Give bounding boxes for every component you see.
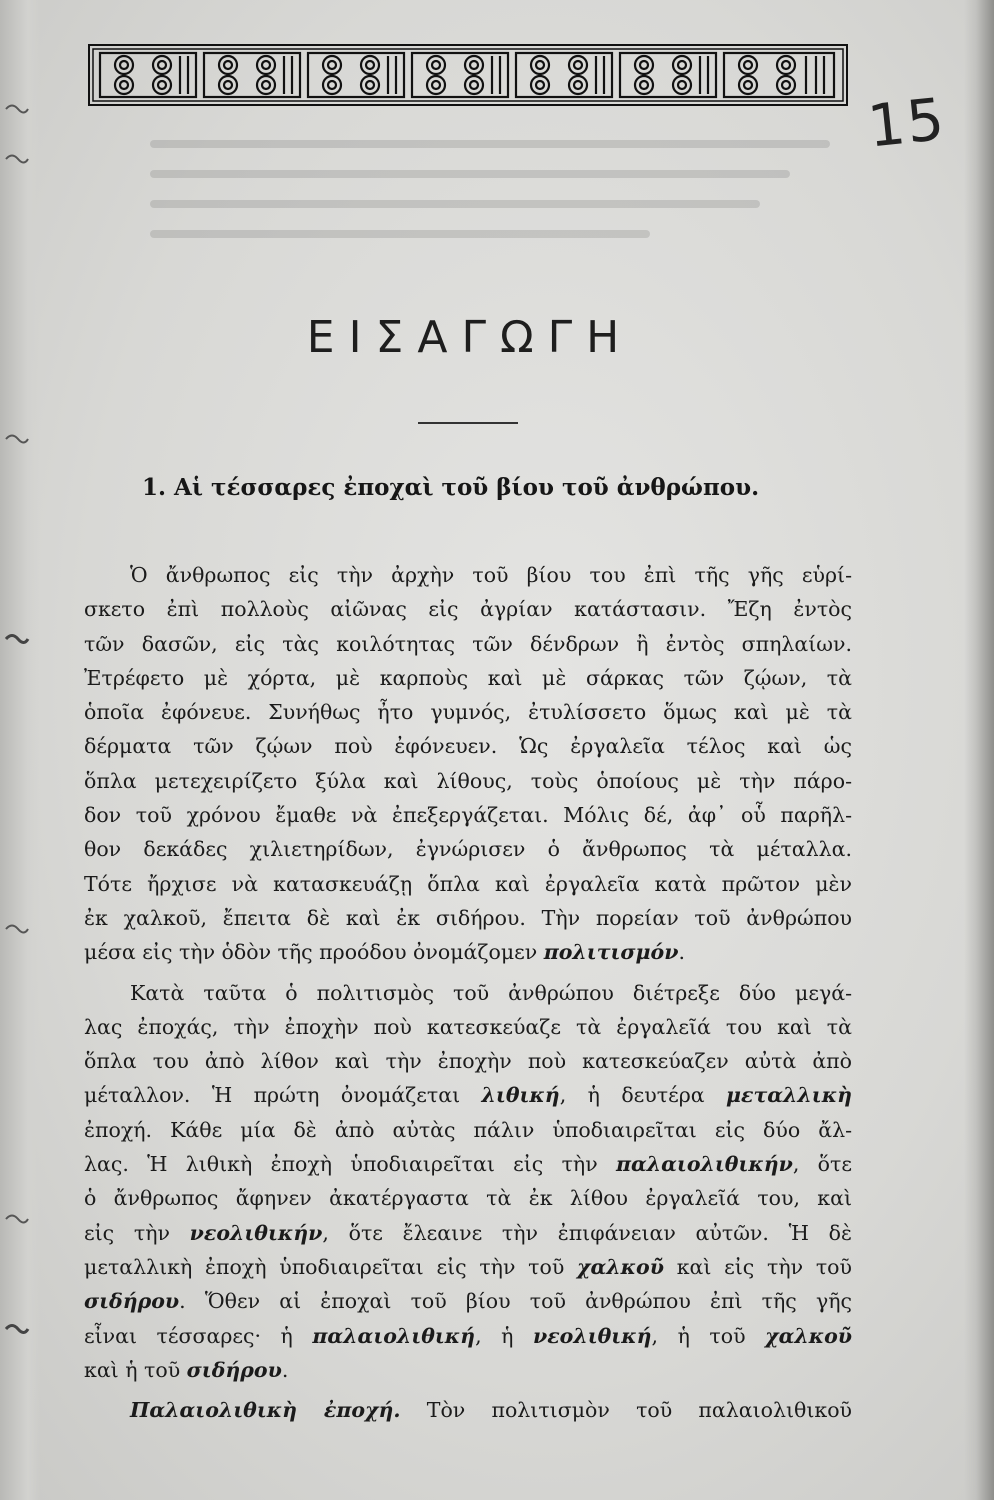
text-span: , ἡ δευτέρα — [559, 1083, 727, 1108]
text-line: δέρματα τῶν ζῴων ποὺ ἐφόνευεν. Ὡς ἐργαλεῖα τέλος καὶ ὡς — [84, 734, 852, 759]
page-title: ΕΙΣΑΓΩΓΗ — [306, 312, 634, 363]
text-span: Τὸν πολιτισμὸν τοῦ παλαιολιθικοῦ — [400, 1398, 852, 1423]
text-line: Ὁ ἄνθρωπος εἰς τὴν ἀρχὴν τοῦ βίου του ἐπὶ τῆς γῆς εὑρί- — [130, 563, 852, 587]
text-line — [84, 1078, 852, 1112]
text-span: . Ὅθεν αἱ ἐποχαὶ τοῦ βίου τοῦ ἀνθρώπου ἐπὶ τῆς γῆς — [179, 1289, 852, 1314]
text-line — [84, 1216, 852, 1250]
text-line: δον τοῦ χρόνου ἔμαθε νὰ ἐπεξεργάζεται. Μόλις δέ, ἀφ᾽ οὗ παρῆλ- — [84, 803, 852, 828]
text-line: ἐποχή. Κάθε μία δὲ ἀπὸ αὐτὰς πάλιν ὑποδιαιρεῖται εἰς δύο ἄλ- — [84, 1117, 852, 1142]
text-span: εἶναι τέσσαρες· ἡ — [84, 1323, 313, 1348]
text-line: Ἐτρέφετο μὲ χόρτα, μὲ καρποὺς καὶ μὲ σάρκας τῶν ζῴων, τὰ — [84, 665, 852, 690]
text-span: μέσα εἰς τὴν ὁδὸν τῆς προόδου ὀνομάζομεν — [84, 940, 544, 965]
title-divider — [418, 422, 518, 424]
text-span: , ὅτε — [792, 1152, 852, 1177]
page-edge-shadow — [964, 0, 994, 1500]
text-line — [84, 1393, 852, 1427]
emphasis-term: σιδήρου — [84, 1289, 180, 1314]
binding-edge — [0, 0, 40, 1500]
ornamental-frieze — [88, 44, 848, 106]
body-text — [84, 558, 852, 1427]
text-line — [84, 1319, 852, 1353]
binding-stitch-icon — [4, 630, 30, 648]
text-span: . — [678, 940, 685, 965]
binding-stitch-icon — [4, 150, 30, 168]
text-line: ὁποῖα ἐφόνευε. Συνήθως ἦτο γυμνός, ἐτυλίσσετο ὅμως καὶ μὲ τὰ — [84, 700, 852, 725]
text-span: μεταλλικὴ ἐποχὴ ὑποδιαιρεῖται εἰς τὴν τοῦ — [84, 1254, 578, 1279]
emphasis-term: σιδήρου — [186, 1357, 282, 1382]
text-line: ὅπλα του ἀπὸ λίθον καὶ τὴν ἐποχὴν ποὺ κατεσκεύαζεν αὐτὰ ἀπὸ — [84, 1049, 852, 1074]
text-line: Κατὰ ταῦτα ὁ πολιτισμὸς τοῦ ἀνθρώπου διέτρεξε δύο μεγά- — [130, 980, 852, 1005]
text-line — [84, 1353, 852, 1387]
text-span: καὶ εἰς τὴν τοῦ — [663, 1254, 852, 1279]
text-span: καὶ ἡ τοῦ — [84, 1357, 187, 1382]
text-span: , ὅτε ἔλεαινε τὴν ἐπιφάνειαν αὐτῶν. Ἡ δὲ — [322, 1220, 852, 1245]
text-span: . — [281, 1357, 289, 1382]
binding-stitch-icon — [4, 430, 30, 448]
section-heading: 1. Αἱ τέσσαρες ἐποχαὶ τοῦ βίου τοῦ ἀνθρώπου. — [142, 474, 760, 501]
binding-stitch-icon — [4, 100, 30, 118]
text-line — [84, 1284, 852, 1318]
subsection-heading: Παλαιολιθικὴ ἐποχή. — [130, 1398, 401, 1423]
text-line: ὁ ἄνθρωπος ἄφηνεν ἀκατέργαστα τὰ ἐκ λίθου ἐργαλεῖά του, καὶ — [84, 1186, 852, 1211]
emphasis-term: χαλκοῦ — [765, 1323, 852, 1348]
binding-stitch-icon — [4, 1210, 30, 1228]
emphasis-term: νεολιθικήν — [189, 1220, 323, 1245]
text-span: , ἡ τοῦ — [651, 1323, 766, 1348]
emphasis-term: παλαιολιθική — [312, 1323, 476, 1348]
text-line — [84, 1147, 852, 1181]
binding-stitch-icon — [4, 1320, 30, 1338]
emphasis-term: χαλκοῦ — [577, 1254, 664, 1279]
text-line: λας ἐποχάς, τὴν ἐποχὴν ποὺ κατεσκεύαζε τὰ ἐργαλεῖά του καὶ τὰ — [84, 1014, 852, 1039]
show-through-text — [110, 118, 850, 258]
emphasis-term: πολιτισμόν — [543, 940, 679, 965]
text-span: λας. Ἡ λιθικὴ ἐποχὴ ὑποδιαιρεῖται εἰς τὴν — [84, 1152, 616, 1177]
emphasis-term: μεταλλικὴ — [726, 1083, 852, 1108]
text-line: σκετο ἐπὶ πολλοὺς αἰῶνας εἰς ἀγρίαν κατάστασιν. Ἔζη ἐντὸς — [84, 597, 852, 622]
binding-stitch-icon — [4, 920, 30, 938]
text-line: θον δεκάδες χιλιετηρίδων, ἐγνώρισεν ὁ ἄνθρωπος τὰ μέταλλα. — [84, 837, 852, 862]
text-span: μέταλλον. Ἡ πρώτη ὀνομάζεται — [84, 1083, 482, 1108]
text-span: , ἡ — [475, 1323, 533, 1348]
text-line: ὅπλα μετεχειρίζετο ξύλα καὶ λίθους, τοὺς ὁποίους μὲ τὴν πάρο- — [84, 768, 852, 793]
page-number: 15 — [864, 84, 950, 161]
emphasis-term: παλαιολιθικήν — [615, 1152, 793, 1177]
text-span: εἰς τὴν — [84, 1220, 190, 1245]
text-line: Τότε ἤρχισε νὰ κατασκευάζῃ ὅπλα καὶ ἐργαλεῖα κατὰ πρῶτον μὲν — [84, 871, 852, 896]
text-line: ἐκ χαλκοῦ, ἔπειτα δὲ καὶ ἐκ σιδήρου. Τὴν πορείαν τοῦ ἀνθρώπου — [84, 905, 852, 930]
emphasis-term: λιθική — [481, 1083, 560, 1108]
text-line — [84, 1250, 852, 1284]
text-line — [84, 935, 852, 969]
text-line: τῶν δασῶν, εἰς τὰς κοιλότητας τῶν δένδρων ἢ ἐντὸς σπηλαίων. — [84, 631, 852, 656]
emphasis-term: νεολιθική — [532, 1323, 652, 1348]
